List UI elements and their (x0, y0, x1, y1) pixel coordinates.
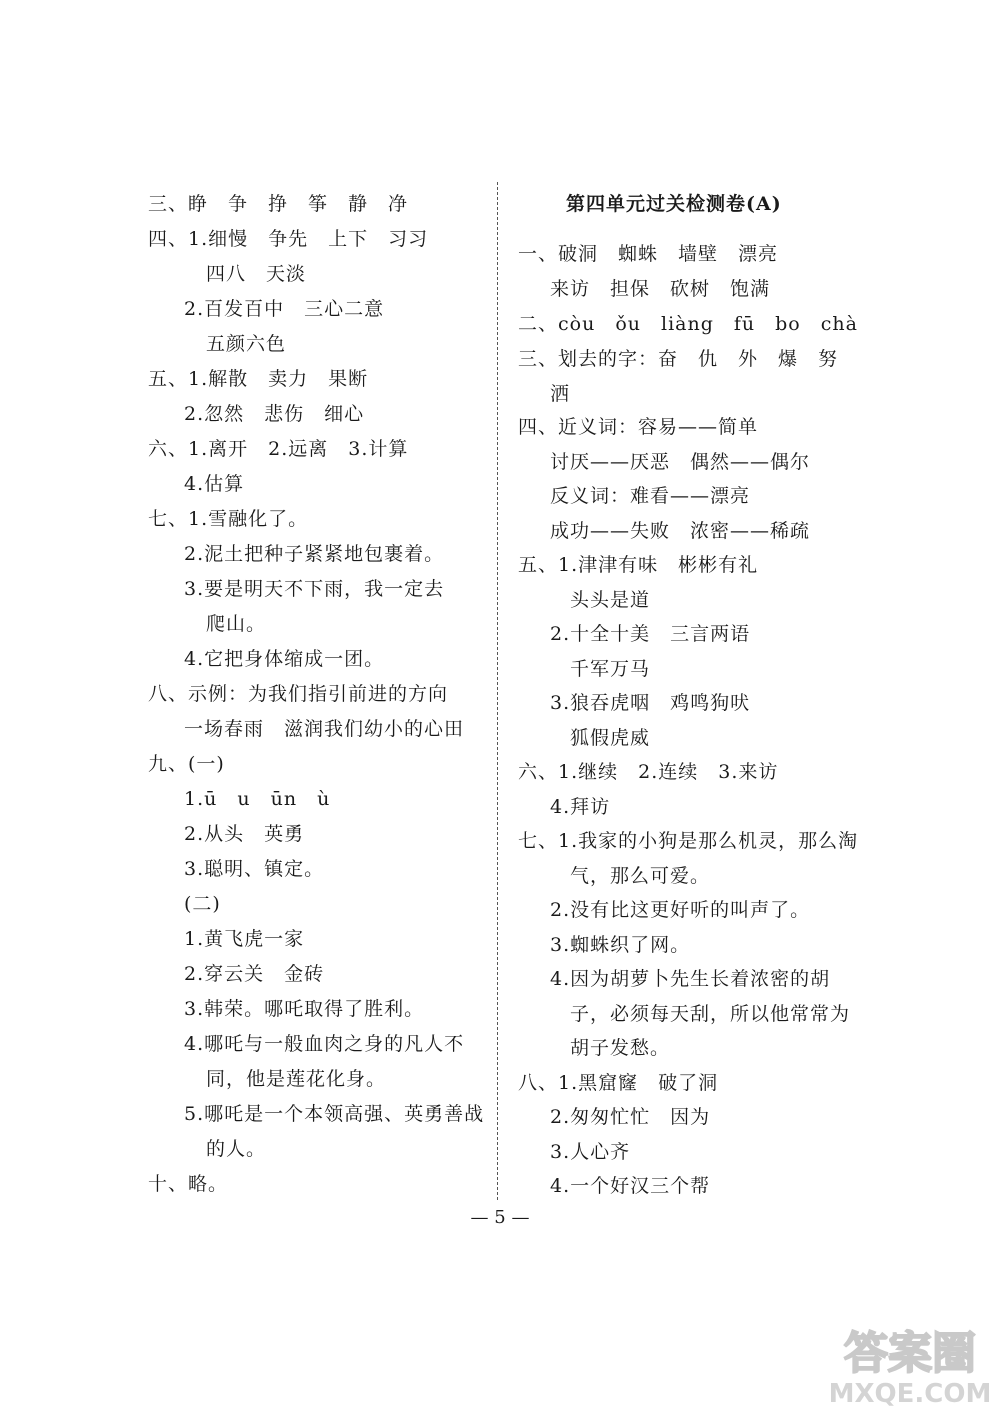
answer-line: 4.一个好汉三个帮 (550, 1175, 711, 1197)
answer-line: 3.人心齐 (550, 1141, 631, 1163)
answer-line: 5.哪吒是一个本领高强、英勇善战 (184, 1103, 485, 1125)
watermark-url: MXQE.COM (828, 1379, 992, 1409)
answer-line: 四、近义词：容易——简单 (518, 416, 759, 438)
answer-line: 四八 天淡 (206, 263, 307, 285)
answer-line: 九、(一) (148, 753, 225, 775)
answer-line: 来访 担保 砍树 饱满 (550, 278, 771, 300)
answer-line: 同，他是莲花化身。 (206, 1068, 387, 1090)
page-number: — 5 — (470, 1207, 530, 1228)
answer-line: 六、1.离开 2.远离 3.计算 (148, 438, 409, 460)
answer-line: 子，必须每天刮，所以他常常为 (570, 1003, 851, 1025)
answer-line: 4.因为胡萝卜先生长着浓密的胡 (550, 968, 831, 990)
answer-line: 二、còu ǒu liàng fū bo chà (518, 313, 858, 335)
answer-line: 3.韩荣。哪吒取得了胜利。 (184, 998, 425, 1020)
section-title: 第四单元过关检测卷(A) (566, 193, 782, 215)
answer-line: 八、1.黑窟窿 破了洞 (518, 1072, 719, 1094)
answer-line: 3.聪明、镇定。 (184, 858, 325, 880)
answer-line: 1.ū u ūn ù (184, 788, 331, 810)
answer-line: 六、1.继续 2.连续 3.来访 (518, 761, 779, 783)
answer-line: 四、1.细慢 争先 上下 习习 (148, 228, 429, 250)
answer-line: 头头是道 (570, 589, 651, 611)
answer-line: 2.穿云关 金砖 (184, 963, 325, 985)
answer-line: 五颜六色 (206, 333, 287, 355)
answer-line: 3.狼吞虎咽 鸡鸣狗吠 (550, 692, 751, 714)
answer-line: 4.哪吒与一般血肉之身的凡人不 (184, 1033, 465, 1055)
answer-line: 2.百发百中 三心二意 (184, 298, 385, 320)
answer-line: 狐假虎威 (570, 727, 651, 749)
answer-line: 五、1.津津有味 彬彬有礼 (518, 554, 759, 576)
answer-line: 爬山。 (206, 613, 267, 635)
answer-line: 成功——失败 浓密——稀疏 (550, 520, 811, 542)
answer-line: 2.忽然 悲伤 细心 (184, 403, 365, 425)
answer-line: 八、示例：为我们指引前进的方向 (148, 683, 449, 705)
answer-line: 气，那么可爱。 (570, 865, 711, 887)
answer-line: 洒 (550, 383, 571, 405)
watermark-logo (822, 1318, 998, 1410)
answer-line: 三、划去的字：奋 仇 外 爆 努 (518, 348, 839, 370)
answer-line: 2.十全十美 三言两语 (550, 623, 751, 645)
answer-line: 2.没有比这更好听的叫声了。 (550, 899, 811, 921)
watermark-text: 答案圈 (844, 1328, 976, 1379)
answer-line: 七、1.我家的小狗是那么机灵，那么淘 (518, 830, 859, 852)
answer-line: 3.蜘蛛织了网。 (550, 934, 691, 956)
answer-line: 胡子发愁。 (570, 1037, 671, 1059)
answer-line: 七、1.雪融化了。 (148, 508, 309, 530)
answer-line: 的人。 (206, 1138, 267, 1160)
answer-line: 反义词：难看——漂亮 (550, 485, 751, 507)
answer-line: 3.要是明天不下雨，我一定去 (184, 578, 445, 600)
answer-line: 一、破洞 蜘蛛 墙壁 漂亮 (518, 243, 779, 265)
answer-line: 1.黄飞虎一家 (184, 928, 305, 950)
answer-line: (二) (184, 893, 221, 915)
answer-line: 2.从头 英勇 (184, 823, 305, 845)
answer-line: 一场春雨 滋润我们幼小的心田 (184, 718, 465, 740)
answer-line: 4.它把身体缩成一团。 (184, 648, 385, 670)
answer-line: 千军万马 (570, 658, 651, 680)
column-divider (497, 182, 498, 1200)
answer-line: 十、略。 (148, 1173, 229, 1195)
answer-line: 2.泥土把种子紧紧地包裹着。 (184, 543, 445, 565)
answer-line: 五、1.解散 卖力 果断 (148, 368, 369, 390)
answer-line: 4.拜访 (550, 796, 611, 818)
answer-line: 4.估算 (184, 473, 245, 495)
answer-line: 2.匆匆忙忙 因为 (550, 1106, 711, 1128)
answer-line: 讨厌——厌恶 偶然——偶尔 (550, 451, 811, 473)
answer-line: 三、睁 争 挣 筝 静 净 (148, 193, 409, 215)
